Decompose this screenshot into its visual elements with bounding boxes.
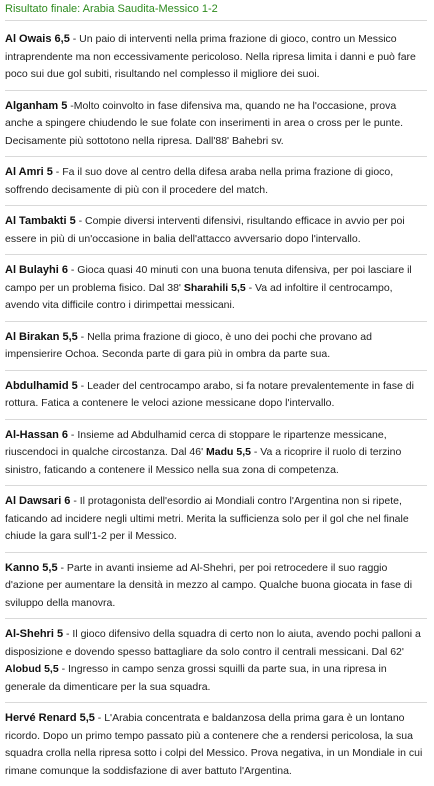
player-rating: [5, 262, 427, 322]
rating-text: - Un paio di interventi nella prima frazione di gioco, contro un Messico intraprendente ma non eccessivamente pericoloso. Nella ripresa limita i danni e può fare poco sui due gol subiti, risultando nel complesso il migliore dei suoi.: [5, 33, 416, 80]
player-name: Hervé Renard 5,5: [5, 712, 95, 724]
player-name: Al Dawsari 6: [5, 495, 71, 507]
rating-text: -Molto coinvolto in fase difensiva ma, quando ne ha l'occasione, prova anche a spingere chiudendo le sue folate con inserimenti in area o cross per le punte. Decisamente più sottotono nella ripresa. Dall'88' Bahebri sv.: [5, 99, 404, 147]
player-name: Al Owais 6,5: [5, 33, 70, 45]
player-rating: [5, 493, 427, 553]
result-header: Risultato finale: Arabia Saudita-Messico 1-2: [5, 3, 427, 21]
player-rating: [5, 213, 427, 255]
substitute-name: Alobud 5,5: [5, 663, 59, 675]
rating-text: - Il gioco difensivo della squadra di certo non lo aiuta, avendo pochi palloni a disposizione e dovendo spesso battagliare da solo contro il centrali messicani. Dal 62': [5, 628, 421, 658]
substitute-name: Sharahili 5,5: [183, 281, 246, 294]
rating-text: - Leader del centrocampo arabo, si fa notare prevalentemente in fase di rottura. Fatica a contenere le veloci azione messicane dopo l'intervallo.: [5, 379, 414, 409]
player-name: Al Birakan 5,5: [5, 330, 78, 343]
player-name: Al Bulayhi 6: [5, 264, 68, 276]
player-rating: [5, 31, 427, 91]
substitute-rating-text: - Va ad infoltire il centrocampo, avendo vita difficile contro i dirimpettai messicani.: [5, 281, 393, 311]
player-rating: [5, 427, 427, 487]
player-name: Al Amri 5: [5, 166, 53, 178]
player-name: Al-Shehri 5: [5, 628, 64, 640]
player-name: Al-Hassan 6: [5, 428, 68, 441]
rating-text: - Gioca quasi 40 minuti con una buona tenuta difensiva, per poi lasciare il campo per un problema fisico. Dal 38': [5, 264, 412, 294]
player-rating: [5, 164, 427, 206]
rating-text: - Compie diversi interventi difensivi, risultando efficace in avvio per poi essere in più di un'occasione in balia dell'attacco avversario dopo l'intervallo.: [5, 215, 405, 245]
player-rating: [5, 378, 427, 420]
substitute-name: Madu 5,5: [206, 446, 251, 458]
rating-text: - Il protagonista dell'esordio ai Mondiali contro l'Argentina non si ripete, faticando ad incidere negli ultimi metri. Merita la sufficienza solo per il gol che nel finale chiude la gara sull'1-2 per il Messico.: [5, 495, 409, 542]
substitute-rating-text: - Va a ricoprire il ruolo di terzino sinistro, faticando a contenere il Messico nella sua zona di competenza.: [5, 446, 402, 476]
rating-text: - L'Arabia concentrata e baldanzosa della prima gara è un lontano ricordo. Dopo un primo tempo passato più a contenere che a rendersi pericolosa, la sua squadra crolla nella ripresa sotto i colpi del Messico. Prova negativa, in un Mondiale in cui rimane comunque la soddisfazione di aver battuto l'Argentina.: [5, 712, 423, 777]
player-name: Alganham 5: [5, 99, 68, 112]
rating-text: - Fa il suo dove al centro della difesa araba nella prima frazione di gioco, soffrendo decisamente di più con il procedere del match.: [5, 166, 394, 196]
player-rating: [5, 560, 427, 620]
player-rating: [5, 98, 427, 158]
rating-text: - Nella prima frazione di gioco, è uno dei pochi che provano ad impensierire Ochoa. Seconda parte di gara più in ombra da parte sua.: [5, 330, 372, 360]
player-rating: [5, 329, 427, 371]
player-name: Abdulhamid 5: [5, 379, 78, 392]
rating-text: - Insieme ad Abdulhamid cerca di stoppare le ripartenze messicane, riuscendoci in qualche circostanza. Dal 46': [5, 428, 387, 458]
player-name: Kanno 5,5: [5, 561, 58, 574]
ratings-list: [5, 31, 427, 786]
player-rating: [5, 710, 427, 786]
substitute-rating-text: - Ingresso in campo senza grossi squilli da parte sua, in una ripresa in generale da dimenticare per la sua squadra.: [5, 663, 387, 693]
player-rating: [5, 626, 427, 703]
rating-text: - Parte in avanti insieme ad Al-Shehri, per poi retrocedere il suo raggio d'azione per aumentare la densità in mezzo al campo. Qualche buona giocata in fase di sviluppo della manovra.: [5, 561, 413, 609]
player-name: Al Tambakti 5: [5, 215, 76, 227]
